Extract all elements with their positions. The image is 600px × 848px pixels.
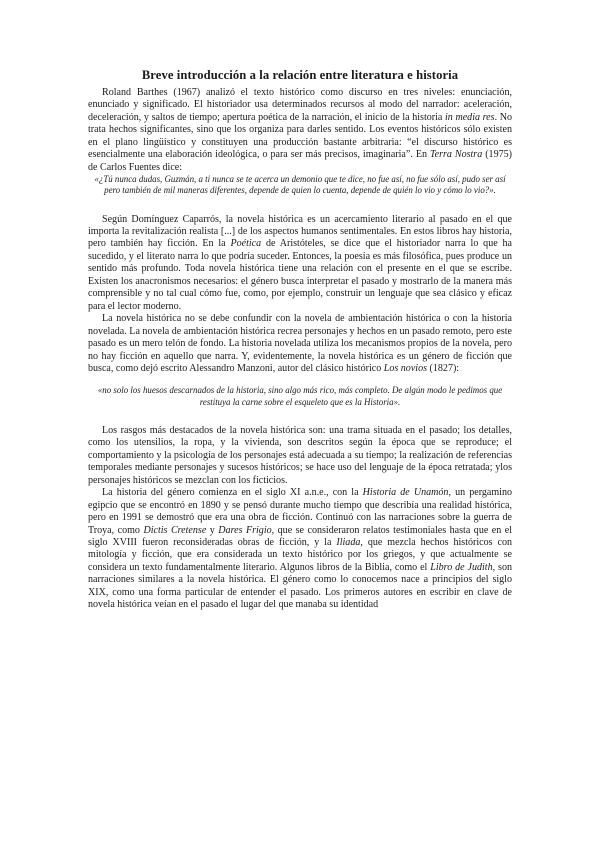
document-title: Breve introducción a la relación entre literatura e historia bbox=[141, 68, 459, 82]
quote-fuentes: «¿Tú nunca dudas, Guzmán, a ti nunca se te acerca un demonio que te dice, no fue así, no fue sólo así, pudo ser así pero también de mil maneras diferentes, depende de quien lo cuenta, depende de quién lo vio y cómo lo vio?». bbox=[94, 174, 506, 196]
paragraph-barthes: Roland Barthes (1967) analizó el texto histórico como discurso en tres niveles: enunciación, enunciado y significado. El historiador usa determinados recursos al modo del narrador: aceleración, deceleración, y saltos de tiempo; apertura poética de la narración, el inicio de la historia in media res. No trata hechos significantes, sino que los organiza para darles sentido. Los eventos históricos sólo existen en el plano lingüístico y constituyen una producción bastante arbitraria: “el discurso histórico es esencialmente una elaboración ideológica, o para ser más precisos, imaginaria”. En Terra Nostra (1975) de Carlos Fuentes dice: bbox=[88, 87, 512, 173]
paragraph-ambientacion: La novela histórica no se debe confundir con la novela de ambientación histórica o con la historia novelada. La novela de ambientación histórica recrea personajes y hechos en un pasado remoto, pero este pasado es un mero telón de fondo. La historia novelada utiliza los mecanismos propios de la novela, pero no hay ficción en aquello que narra. Y, evidentemente, la novela histórica es un género de ficción que busca, como dejó escrito Alessandro Manzoni, autor del clásico histórico Los novios (1827): bbox=[88, 313, 512, 375]
paragraph-historia-genero: La historia del género comienza en el siglo XI a.n.e., con la Historia de Unamón, un pergamino egipcio que se encontró en 1890 y se pensó durante mucho tiempo que describía una realidad histórica, pero en 1991 se demostró que era una obra de ficción. Continuó con las narraciones sobre la guerra de Troya, como Dictis Cretense y Dares Frigio, que se consideraron relatos testimoniales hasta que en el siglo XVIII fueron reconsideradas obras de ficción, y la Iliada, que mezcla hechos históricos con mitología y ficción, que era considerada un texto histórico por los griegos, y que actualmente se considera un texto fundamentalmente literario. Algunos libros de la Biblia, como el Libro de Judith, son narraciones similares a la novela histórica. El género como lo conocemos nace a principios del siglo XIX, como una forma particular de entender el pasado. Los primeros autores en escribir en clave de novela histórica veían en el pasado el lugar del que manaba su identidad bbox=[88, 487, 513, 611]
quote-manzoni: «no solo los huesos descarnados de la historia, sino algo más rico, más completo. De algún modo le pedimos que restituya la carne sobre el esqueleto que es la Historia». bbox=[97, 385, 503, 407]
paragraph-rasgos: Los rasgos más destacados de la novela histórica son: una trama situada en el pasado; los detalles, como los utensilios, la ropa, y la vivienda, son descritos según la época que se reproduce; el comportamiento y la psicología de los personajes está adecuada a su tiempo; la realización de referencias temporales mediante personajes y sucesos históricos; se hace uso del lenguaje de la época retratada; ylos personajes históricos se mezclan con los ficticios. bbox=[88, 424, 512, 486]
paragraph-dominguez: Según Domínguez Caparrós, la novela histórica es un acercamiento literario al pasado en el que importa la revitalización realista [...] de los aspectos humanos sentimentales. En estos libros hay historia, pero también hay ficción. En la Poética de Aristóteles, se dice que el historiador narra lo que ha sucedido, y el literato narra lo que podría suceder. Entonces, la poesía es más filosófica, pues produce un sentido más profundo. Toda novela histórica tiene una relación con el presente en el que se escribe. Existen los anacronismos necesarios: el género busca interpretar el pasado y mostrarlo de la manera más comprensible y no tal cual cómo fue, como, por ejemplo, construir un lenguaje que sea clásico y eficaz para el lector moderno. bbox=[88, 213, 512, 312]
